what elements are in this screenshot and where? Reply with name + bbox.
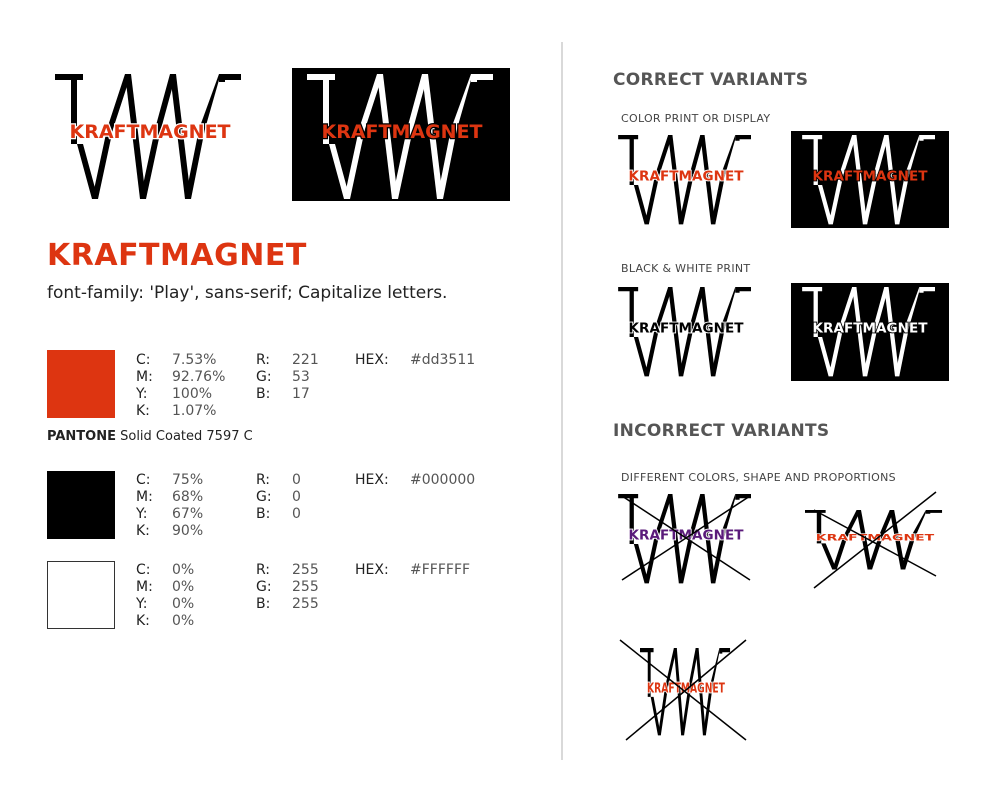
different-colors-heading: DIFFERENT COLORS, SHAPE AND PROPORTIONS: [621, 471, 896, 484]
cmyk-labels: C: M: Y: K:: [136, 352, 153, 419]
logo-wordmark: KRAFTMAGNET: [812, 320, 928, 337]
logo-wordmark: KRAFTMAGNET: [628, 527, 744, 544]
logo-color-white: [616, 135, 756, 225]
logo-wordmark: KRAFTMAGNET: [815, 532, 935, 543]
hex-value: #000000: [410, 472, 476, 488]
rgb-labels: R: G: B:: [256, 562, 272, 612]
rgb-values: 255 255 255: [292, 562, 319, 612]
hex-label: HEX:: [355, 352, 389, 368]
logo-color-black: [800, 135, 940, 225]
incorrect-variants-heading: INCORRECT VARIANTS: [613, 421, 830, 441]
logo-bw-white: [616, 287, 756, 377]
hex-label: HEX:: [355, 472, 389, 488]
color-swatch-white: [47, 561, 115, 629]
rgb-values: 0 0 0: [292, 472, 301, 522]
color-swatch-orange: [47, 350, 115, 418]
font-description: font-family: 'Play', sans-serif; Capitalize letters.: [47, 283, 448, 303]
pantone-label: PANTONE Solid Coated 7597 C: [47, 429, 253, 444]
hex-label: HEX:: [355, 562, 389, 578]
correct-variants-heading: CORRECT VARIANTS: [613, 70, 809, 90]
logo-wordmark: KRAFTMAGNET: [69, 121, 231, 143]
logo-main-white: [50, 74, 250, 200]
hex-value: #dd3511: [410, 352, 476, 368]
cmyk-values: 7.53% 92.76% 100% 1.07%: [172, 352, 226, 419]
logo-wordmark: KRAFTMAGNET: [812, 168, 928, 185]
cross-out-icon: [616, 636, 750, 744]
cmyk-values: 75% 68% 67% 90%: [172, 472, 204, 539]
brand-title: KRAFTMAGNET: [47, 238, 307, 273]
cross-out-icon: [618, 492, 754, 584]
cmyk-labels: C: M: Y: K:: [136, 562, 153, 629]
cmyk-values: 0% 0% 0% 0%: [172, 562, 195, 629]
logo-wordmark: KRAFTMAGNET: [647, 679, 725, 697]
logo-bw-black: [800, 287, 940, 377]
logo-wordmark: KRAFTMAGNET: [628, 168, 744, 185]
cross-out-icon: [810, 488, 940, 592]
color-print-heading: COLOR PRINT OR DISPLAY: [621, 112, 771, 125]
rgb-values: 221 53 17: [292, 352, 319, 402]
bw-print-heading: BLACK & WHITE PRINT: [621, 262, 751, 275]
rgb-labels: R: G: B:: [256, 472, 272, 522]
rgb-labels: R: G: B:: [256, 352, 272, 402]
logo-wordmark: KRAFTMAGNET: [321, 121, 483, 143]
hex-value: #FFFFFF: [410, 562, 471, 578]
logo-wordmark: KRAFTMAGNET: [628, 320, 744, 337]
column-divider: [561, 42, 563, 760]
logo-main-black: [304, 74, 500, 200]
cmyk-labels: C: M: Y: K:: [136, 472, 153, 539]
color-swatch-black: [47, 471, 115, 539]
